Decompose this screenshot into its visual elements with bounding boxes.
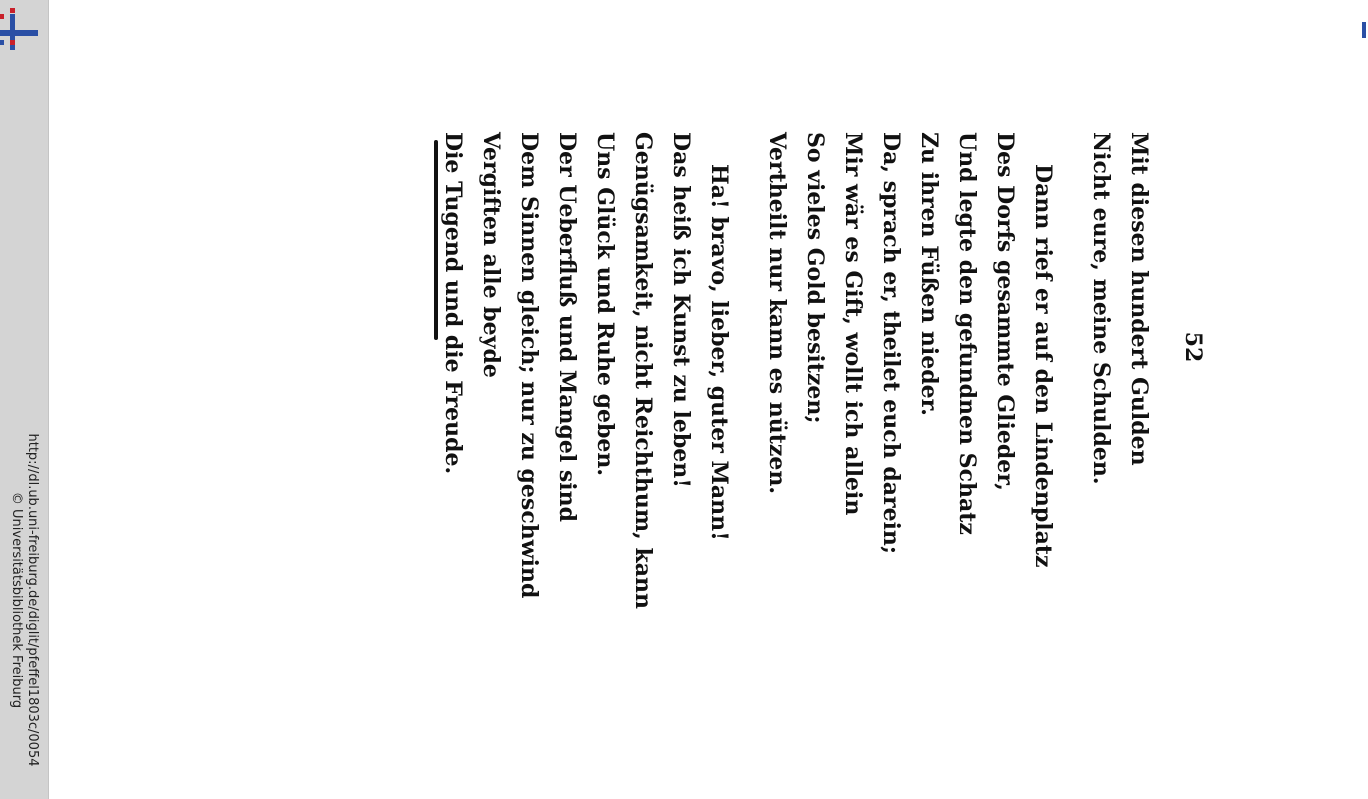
copyright-notice: © Universitätsbibliothek Freiburg [9,491,24,709]
page-attribution [8,434,40,767]
page-number: 52 [1180,331,1206,363]
poem-line: Ha! bravo, lieber, guter Mann! [706,164,732,541]
end-rule [434,140,438,340]
poem-line: Vertheilt nur kann es nützen. [764,132,790,495]
poem-line: Dem Sinnen gleich; nur zu geschwind [516,132,542,599]
poem-line: Genügsamkeit, nicht Reichthum, kann [630,132,656,609]
poem-line: Nicht eure, meine Schulden. [1088,132,1114,485]
ub-freiburg-logo-icon[interactable] [0,0,48,52]
poem-line: Und legte den gefundnen Schatz [954,132,980,535]
scanned-page [386,132,1206,609]
poem-line: Mit diesen hundert Gulden [1126,132,1152,466]
poem-line: Dann rief er auf den Lindenplatz [1030,164,1056,568]
stanza-gap [738,132,758,562]
edge-marker-icon [1360,22,1366,38]
viewer-sidebar [0,0,49,799]
poem-line: Da, sprach er, theilet euch darein; [878,132,904,555]
poem-line: Vergiften alle beyde [478,132,504,378]
poem-text [434,132,1158,609]
poem-line: Zu ihren Füßen nieder. [916,132,942,416]
poem-line: Der Ueberfluß und Mangel sind [554,132,580,522]
poem-line: Das heiß ich Kunst zu leben! [668,132,694,488]
source-url[interactable]: http://dl.ub.uni-freiburg.de/diglit/pfeffel1803c/0054 [25,433,40,767]
poem-line: Mir wär es Gift, wollt ich allein [840,132,866,516]
poem-line: Des Dorfs gesammte Glieder, [992,132,1018,491]
stanza-gap [1062,132,1082,562]
poem-line: So vieles Gold besitzen; [802,132,828,424]
poem-line: Die Tugend und die Freude. [440,132,466,475]
poem-line: Uns Glück und Ruhe geben. [592,132,618,477]
